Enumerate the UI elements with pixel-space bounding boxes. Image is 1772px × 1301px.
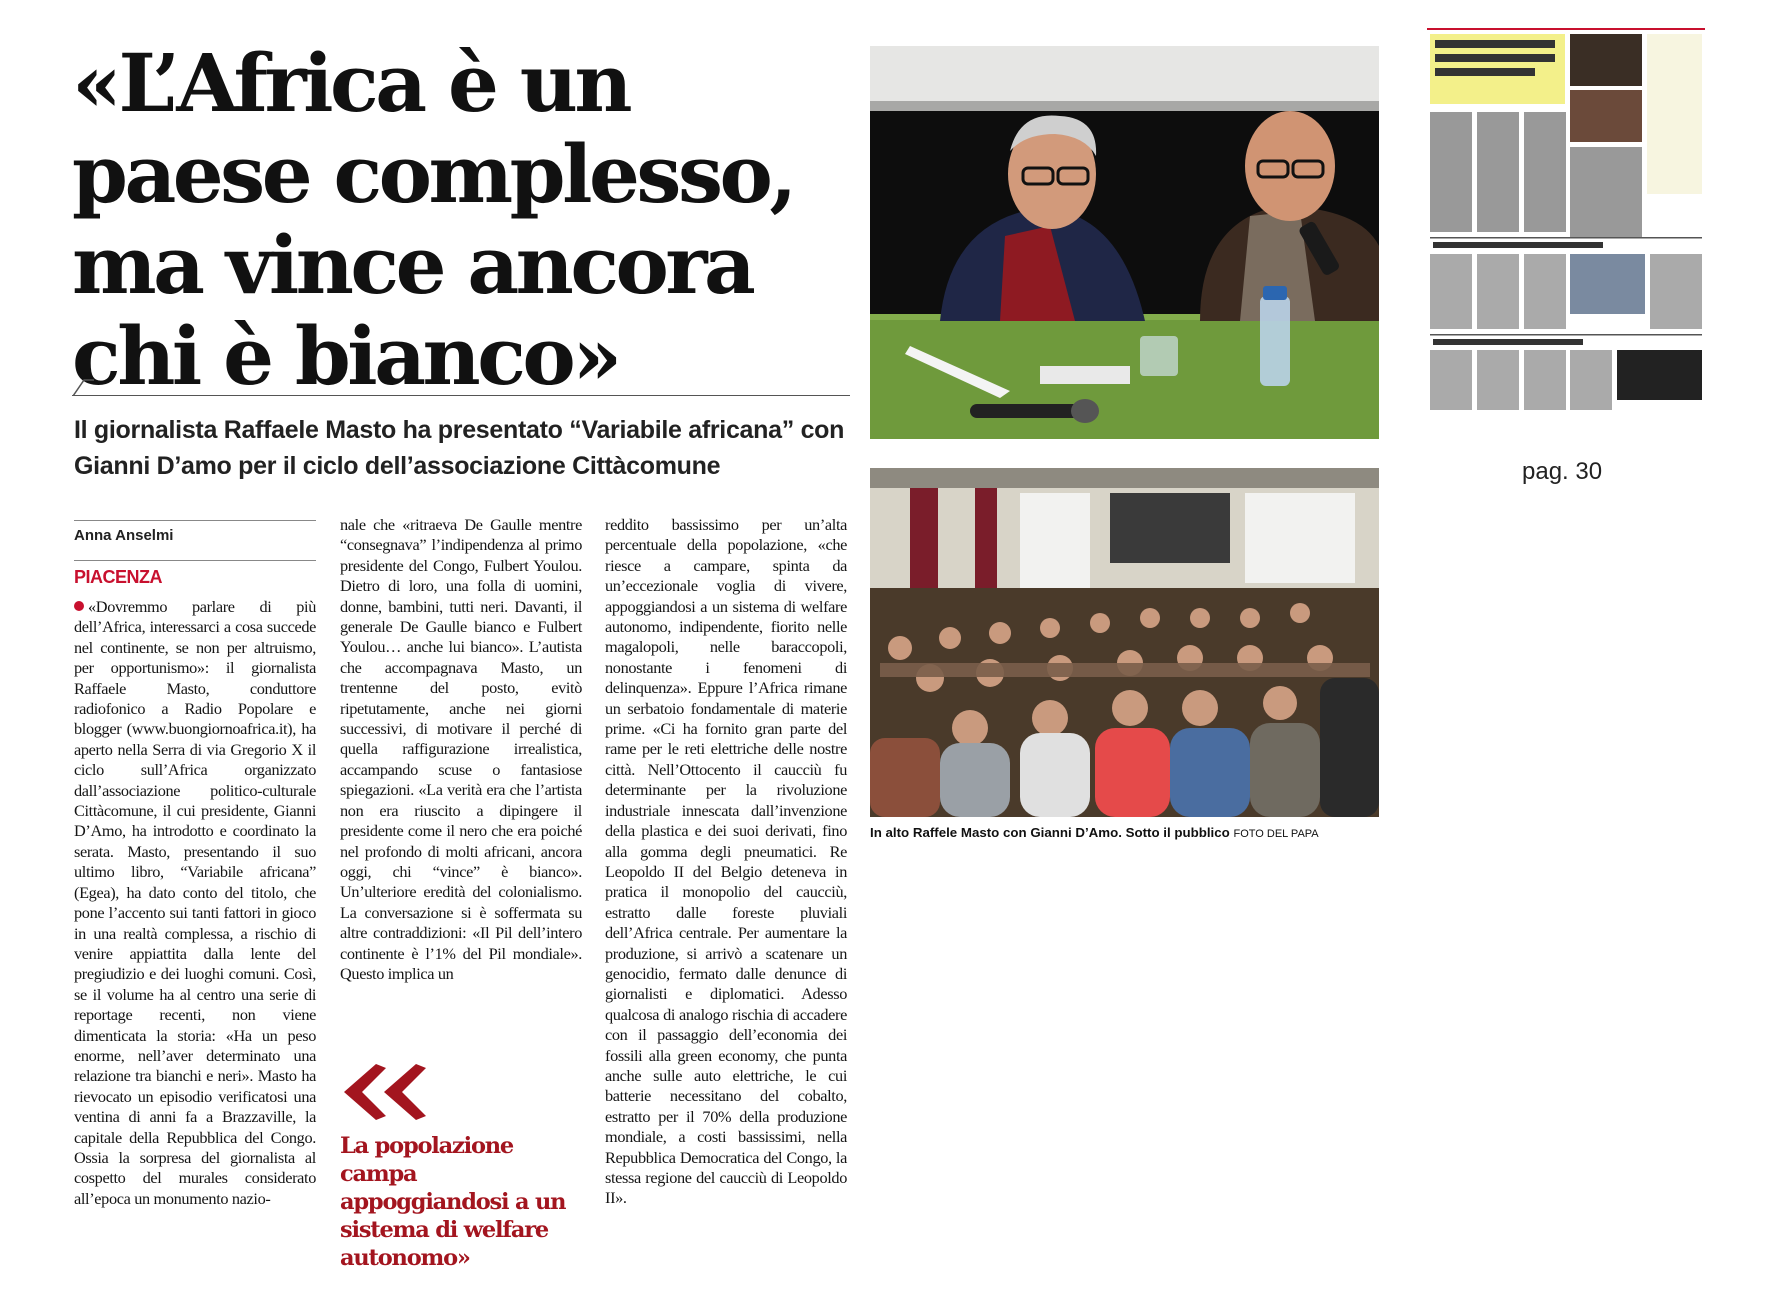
photo-speakers	[870, 46, 1379, 439]
headline-divider	[72, 395, 850, 396]
page-thumbnail	[1425, 22, 1705, 434]
photo-credit: FOTO DEL PAPA	[1233, 828, 1319, 840]
article-column-3: reddito bassissimo per un’alta percentuale della popolazione, «che riesce a campare, spinta da un’eccezionale voglia di vivere, appoggiandosi a un sistema di welfare autonomo, indipendente, fiorito nelle magalopoli, nelle baraccopoli, nonostante i fenomeni di delinquenza». Eppure l’Africa rimane un serbatoio fondamentale di materie prime. «Ci ha fornito gran parte del rame per le reti elettriche delle nostre città. Nell’Ottocento il caucciù fu determinante per la rivoluzione industriale innescata dall’invenzione della plastica e dei suoi derivati, fino alla gomma degli pneumatici. Re Leopoldo II del Belgio deteneva in pratica il monopolio del caucciù, estratto dalle foreste pluviali dell’Africa centrale. Per aumentare la produzione, si arrivò a scatenare un genocidio, fermato dalle denunce di giornalisti e diplomatici. Adesso qualcosa di analogo rischia di accadere con il passaggio dell’economia dei fossili alla green economy, che punta anche sulle auto elettriche, le cui batterie necessitano del cobalto, estratto per il 70% della produzione mondiale, a costi bassissimi, nella Repubblica Democratica del Congo, la stessa regione del caucciù di Leopoldo II».	[605, 515, 847, 1208]
author-byline: Anna Anselmi	[74, 527, 174, 544]
bullet-dot-icon	[74, 601, 84, 611]
byline-divider-top	[74, 520, 316, 521]
page-number: pag. 30	[1522, 458, 1603, 485]
article-column-1	[74, 597, 316, 1209]
headline: «L’Africa è un paese complesso, ma vince ancora chi è bianco»	[72, 36, 794, 403]
photo-audience	[870, 468, 1379, 817]
rule-notch-mark	[72, 378, 94, 396]
article-column-2: nale che «ritraeva De Gaulle mentre “consegnava” l’indipendenza al primo presidente del Congo, Fulbert Youlou. Dietro di loro, una folla di uomini, donne, bambini, tutti neri. Davanti, il generale De Gaulle bianco e Fulbert Youlou… anche lui bianco». L’autista che accompagnava Masto, un trentenne del posto, evitò ripetutamente, anche nei giorni successivi, di motivare il perché di quella raffigurazione irrealistica, accampando scuse o fantasiose spiegazioni. «La verità era che l’artista non era riuscito a dipingere il presidente come il nero che era poiché nel profondo di molti africani, ancora oggi, chi “vince” è bianco». Un’ulteriore eredità del colonialismo. La conversazione si è soffermata su altre contraddizioni: «Il Pil dell’intero continente è l’1% del Pil mondiale». Questo implica un	[340, 515, 582, 983]
subheadline: Il giornalista Raffaele Masto ha presentato “Variabile africana” con Gianni D’amo per il ciclo dell’associazione Cittàcomune	[74, 416, 845, 480]
column-1-text: «Dovremmo parlare di più dell’Africa, interessarci a cosa succede nel continente, se non per altruismo, per opportunismo»: il giornalista Raffaele Masto, conduttore radiofonico a Radio Popolare e blogger (www.buongiornoafrica.it), ha aperto nella Serra di via Gregorio X il ciclo sull’Africa organizzato dall’associazione politico-culturale Cittàcomune, il cui presidente, Gianni D’Amo, ha introdotto e coordinato la serata. Masto, presentando il suo ultimo libro, “Variabile africana” (Egea), ha dato conto del titolo, che pone l’accento sui tanti fattori in gioco in una realtà complessa, a rischio di venire appiattita dalla lente del pregiudizio e dei luoghi comuni. Così, se il volume ha al centro una serie di reportage recenti, non viene dimenticata la storia: «Ha un peso enorme, nell’aver determinato una relazione tra bianchi e neri». Masto ha rievocato un episodio verificatosi una ventina di anni fa a Brazzaville, la capitale della Repubblica del Congo. Ossia la sorpresa del giornalista al cospetto del murales considerato all’epoca un monumento nazio-	[74, 597, 316, 1208]
byline-divider-bottom	[74, 560, 316, 561]
photo-caption	[870, 825, 1319, 840]
dateline-location: PIACENZA	[74, 567, 163, 587]
pull-quote: La popolazione campa appoggiandosi a un sistema di welfare autonomo»	[340, 1133, 566, 1271]
quote-mark-icon	[342, 1062, 432, 1122]
caption-text: In alto Raffele Masto con Gianni D’Amo. Sotto il pubblico	[870, 825, 1230, 840]
